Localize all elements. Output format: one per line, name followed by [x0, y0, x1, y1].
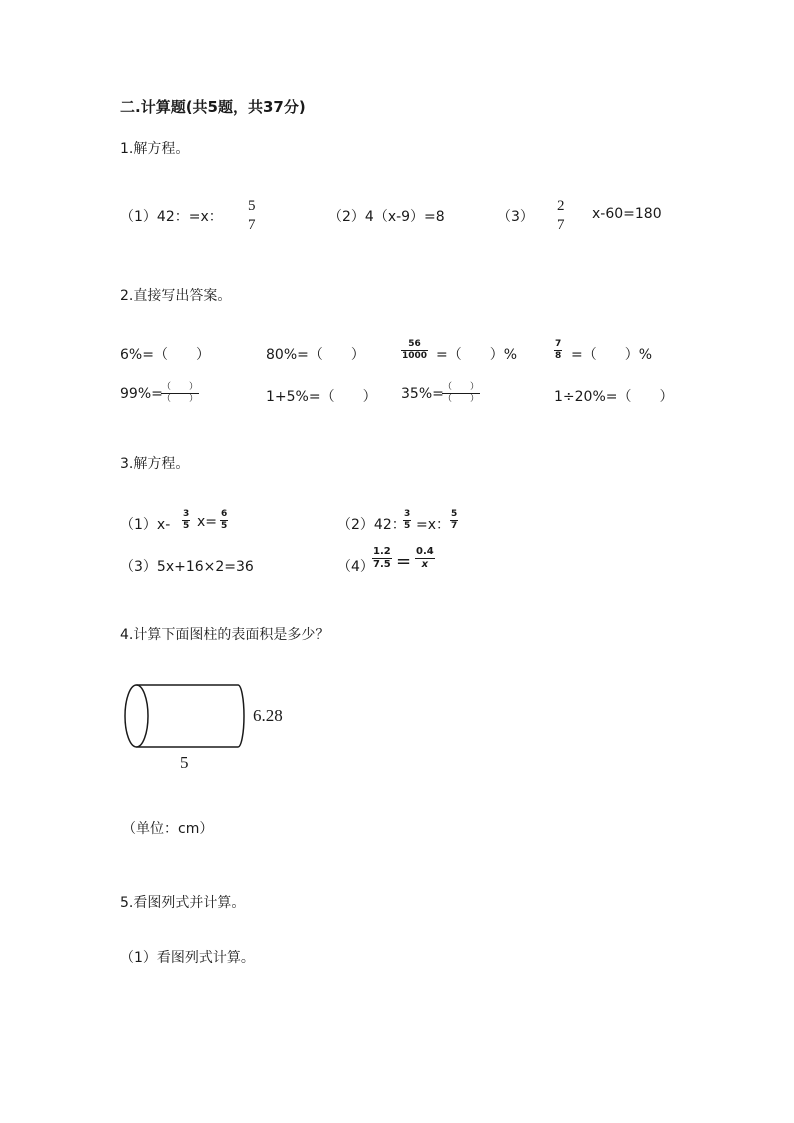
- q3-part1-label: （1）x-: [120, 517, 171, 533]
- q3-part4-fraction1: [372, 547, 392, 570]
- q1-part2-label: （2）4（x-9）=8: [328, 209, 445, 225]
- q2-item4-fraction: [554, 340, 562, 361]
- q3-part1-fraction2: [220, 510, 228, 531]
- q3-part3: （3）5x+16×2=36: [120, 559, 254, 575]
- cylinder-left-face: [125, 685, 148, 747]
- q4-title: 4.计算下面图柱的表面积是多少？: [120, 627, 330, 643]
- q5-title: 5.看图列式并计算。: [120, 895, 246, 911]
- q3-part1-fraction1: [182, 510, 190, 531]
- q1-part3-denominator: 7: [557, 217, 565, 233]
- q3-part2-numerator2: 5: [451, 509, 458, 519]
- cylinder-length-label: 5: [180, 753, 189, 772]
- q3-part4-denominator1: 7.5: [373, 559, 391, 570]
- q2-item1: 6%=（ ）: [120, 347, 210, 363]
- q2-item2: 80%=（ ）: [266, 347, 365, 363]
- cylinder-diagram: [120, 680, 250, 752]
- q3-part4-equals: =: [396, 551, 412, 572]
- q2-item7-numerator: （ ）: [443, 382, 480, 392]
- q2-item7-denominator: （ ）: [443, 394, 480, 404]
- q2-item6: 1+5%=（ ）: [266, 389, 377, 405]
- q3-part1-numerator2: 6: [221, 509, 228, 519]
- q2-item3-numerator: 56: [408, 339, 421, 349]
- q5-sub1: （1）看图列式计算。: [120, 950, 255, 966]
- q3-part4-label: （4）: [337, 559, 374, 575]
- q4-unit: （单位：cm）: [122, 821, 214, 837]
- q3-part2-numerator1: 3: [404, 509, 411, 519]
- q3-part4-fraction2: [415, 547, 435, 570]
- q2-item8: 1÷20%=（ ）: [554, 389, 674, 405]
- q3-part1-denominator1: 5: [183, 521, 190, 531]
- q2-item5-fraction: [161, 383, 199, 404]
- q1-part3-rest: x-60=180: [592, 206, 662, 222]
- q3-part2-label: （2）42：: [337, 517, 406, 533]
- q1-part1-label: （1）42：=x：: [120, 209, 223, 225]
- cylinder-diameter-label: 6.28: [253, 706, 283, 725]
- q2-item7-label: 35%=: [401, 386, 444, 402]
- q2-item5-numerator: （ ）: [162, 382, 199, 392]
- q3-part2-denominator1: 5: [404, 521, 411, 531]
- q3-part2-denominator2: 7: [451, 521, 458, 531]
- q1-part3-numerator: 2: [557, 198, 565, 214]
- q2-item5-label: 99%=: [120, 386, 163, 402]
- q3-part2-mid: =x：: [416, 517, 451, 533]
- section-title: 二.计算题(共5题，共37分): [120, 98, 306, 116]
- q3-part2-fraction2: [450, 510, 458, 531]
- q1-part1-fraction: [247, 199, 257, 233]
- q3-part1-denominator2: 5: [221, 521, 228, 531]
- q3-part4-denominator2: x: [421, 559, 429, 570]
- q3-title: 3.解方程。: [120, 456, 190, 472]
- q3-part1-numerator1: 3: [183, 509, 190, 519]
- q1-part1-numerator: 5: [248, 198, 256, 214]
- q3-part1-mid: x=: [197, 514, 218, 530]
- q1-part3-label: （3）: [497, 209, 534, 225]
- q2-title: 2.直接写出答案。: [120, 288, 232, 304]
- q3-part4-numerator1: 1.2: [373, 546, 391, 557]
- q2-item5-denominator: （ ）: [162, 394, 199, 404]
- q1-part1-denominator: 7: [248, 217, 256, 233]
- q2-item3-rest: =（ ）%: [436, 347, 518, 363]
- q1-title: 1.解方程。: [120, 141, 190, 157]
- q2-item3-fraction: [401, 340, 428, 361]
- q1-part3-fraction: [556, 199, 566, 233]
- q2-item4-numerator: 7: [555, 339, 562, 349]
- q2-item3-denominator: 1000: [402, 351, 428, 361]
- q3-part4-numerator2: 0.4: [416, 546, 434, 557]
- cylinder-right-arc: [238, 685, 244, 747]
- q2-item7-fraction: [442, 383, 480, 404]
- q2-item4-denominator: 8: [555, 351, 562, 361]
- q3-part2-fraction1: [403, 510, 411, 531]
- q2-item4-rest: =（ ）%: [571, 347, 653, 363]
